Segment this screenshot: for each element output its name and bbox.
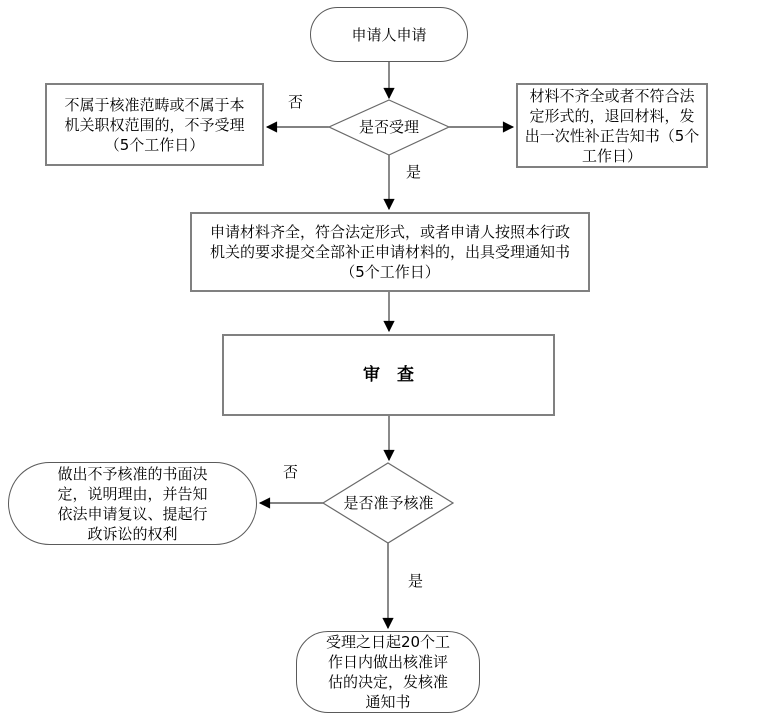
node-approve <box>296 631 480 713</box>
edge-label-yes-accept: 是 <box>406 163 422 181</box>
node-approve-line: 作日内做出核准评 <box>327 653 448 671</box>
node-start-label: 申请人申请 <box>351 25 427 44</box>
node-reject-line: 不属于核准范畴或不属于本 <box>64 95 245 114</box>
node-accept-line: 机关的要求提交全部补正申请材料的，出具受理通知书 <box>209 243 570 261</box>
node-decision-approve <box>323 491 454 515</box>
decision-approve-label: 是否准予核准 <box>343 494 434 512</box>
edge-label-no-accept: 否 <box>288 93 304 111</box>
edge-label-no-approve: 否 <box>283 463 299 481</box>
node-accept <box>190 212 590 292</box>
edge-label-yes-approve: 是 <box>408 572 424 590</box>
node-approve-line: 受理之日起20个工 <box>325 633 451 651</box>
node-return-materials <box>516 83 708 168</box>
node-accept-line: 申请材料齐全，符合法定形式，或者申请人按照本行政 <box>209 223 570 241</box>
node-accept-line: （5个工作日） <box>340 263 440 281</box>
node-reject-line: （5个工作日） <box>104 135 205 154</box>
node-start <box>310 7 468 62</box>
node-approve-line: 通知书 <box>365 693 411 711</box>
node-deny-line: 依法申请复议、提起行 <box>57 504 208 523</box>
decision-accept-label: 是否受理 <box>358 118 419 136</box>
node-return-materials-line: 材料不齐全或者不符合法 <box>529 86 695 105</box>
node-deny <box>8 462 257 545</box>
node-approve-line: 估的决定，发核准 <box>327 673 448 691</box>
node-deny-line: 做出不予核准的书面决 <box>57 464 208 483</box>
node-review <box>222 334 555 416</box>
node-review-label: 审 查 <box>363 365 414 385</box>
node-return-materials-line: 定形式的，退回材料，发 <box>529 106 695 125</box>
node-reject <box>45 83 264 166</box>
node-deny-line: 定，说明理由，并告知 <box>57 484 208 503</box>
node-deny-line: 政诉讼的权利 <box>87 524 178 543</box>
node-decision-accept <box>329 115 449 139</box>
node-return-materials-line: 出一次性补正告知书（5个 <box>524 126 700 145</box>
node-return-materials-line: 工作日） <box>581 146 642 165</box>
node-reject-line: 机关职权范围的，不予受理 <box>64 115 245 134</box>
